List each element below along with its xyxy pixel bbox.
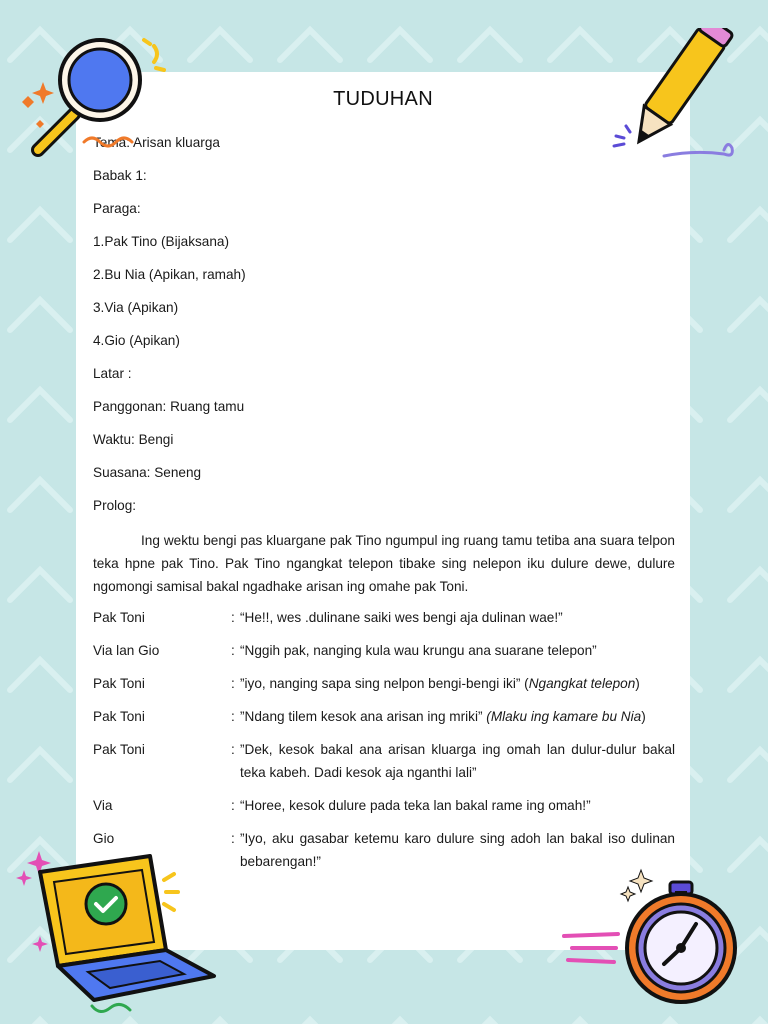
dialogue-text: ”Iyo, aku gasabar ketemu karo dulure sing adoh lan bakal iso dulinan bebarengan!” [240, 831, 675, 869]
stage-direction: (Mlaku ing kamare bu Nia [486, 709, 642, 724]
dialogue-line: Gio : ”Iyo, aku gasabar ketemu karo dulure sing adoh lan bakal iso dulinan bebarengan!” [93, 827, 675, 873]
dialogue-line: Pak Toni : ”iyo, nanging sapa sing nelpon bengi-bengi iki” (Ngangkat telepon) [93, 672, 675, 695]
dialogue-speaker: Pak Toni [93, 709, 145, 724]
dialogue-text: “Nggih pak, nanging kula wau krungu ana suarane telepon” [240, 643, 597, 658]
dialogue-speaker: Pak Toni [93, 676, 145, 691]
character-item: 4.Gio (Apikan) [93, 333, 180, 348]
info-characters-heading: Paraga: [93, 201, 141, 216]
dialogue-text: “He!!, wes .dulinane saiki wes bengi aja dulinan wae!” [240, 610, 563, 625]
dialogue-text: “Horee, kesok dulure pada teka lan bakal rame ing omah!” [240, 798, 591, 813]
dialogue-speaker: Pak Toni [93, 742, 145, 757]
info-place: Panggonan: Ruang tamu [93, 399, 245, 414]
dialogue-speaker: Gio [93, 831, 115, 846]
dialogue-line: Pak Toni : ”Ndang tilem kesok ana arisan ing mriki” (Mlaku ing kamare bu Nia) [93, 705, 675, 728]
info-act: Babak 1: [93, 168, 147, 183]
info-time: Waktu: Bengi [93, 432, 174, 447]
character-item: 1.Pak Tino (Bijaksana) [93, 234, 230, 249]
document-title: TUDUHAN [333, 88, 433, 110]
dialogue-line: Via : “Horee, kesok dulure pada teka lan bakal rame ing omah!” [93, 794, 675, 817]
dialogue-line: Pak Toni : “He!!, wes .dulinane saiki wes bengi aja dulinan wae!” [93, 606, 675, 629]
dialogue-speaker: Via lan Gio [93, 643, 160, 658]
dialogue-text: ”Dek, kesok bakal ana arisan kluarga ing omah lan dulur-dulur bakal teka kabeh. Dadi kesok aja nganthi lali” [240, 742, 675, 780]
info-theme: Tema: Arisan kluarga [93, 135, 220, 150]
info-atmosphere: Suasana: Seneng [93, 465, 202, 480]
dialogue-line: Pak Toni : ”Dek, kesok bakal ana arisan kluarga ing omah lan dulur-dulur bakal teka kabeh. Dadi kesok aja nganthi lali” [93, 738, 675, 784]
pencil-icon [604, 28, 754, 168]
character-item: 2.Bu Nia (Apikan, ramah) [93, 267, 246, 282]
dialogue-line: Via lan Gio : “Nggih pak, nanging kula wau krungu ana suarane telepon” [93, 639, 675, 662]
dialogue-text-end: ) [635, 676, 640, 691]
prolog-heading: Prolog: [93, 498, 137, 513]
dialogue-speaker: Via [93, 798, 113, 813]
character-item: 3.Via (Apikan) [93, 300, 179, 315]
stopwatch-icon [560, 862, 760, 1022]
stage-direction: Ngangkat telepon [528, 676, 636, 691]
prolog-paragraph: Ing wektu bengi pas kluargane pak Tino ngumpul ing ruang tamu tetiba ana suara telpon teka hpne pak Tino. Pak Tino ngangkat telepon tibake sing nelepon iku dulure dewe, dulure ngomongi samisal bakal ngadhake arisan ing omahe pak Toni. [93, 533, 675, 594]
magnifying-glass-icon [14, 30, 174, 160]
document-body [93, 133, 675, 883]
dialogue-text: ”Ndang tilem kesok ana arisan ing mriki” [240, 709, 487, 724]
dialogue-speaker: Pak Toni [93, 610, 145, 625]
dialogue-text: ”iyo, nanging sapa sing nelpon bengi-bengi iki” ( [240, 676, 529, 691]
laptop-icon [14, 846, 224, 1022]
dialogue-text-end: ) [641, 709, 646, 724]
info-setting-heading: Latar : [93, 366, 132, 381]
